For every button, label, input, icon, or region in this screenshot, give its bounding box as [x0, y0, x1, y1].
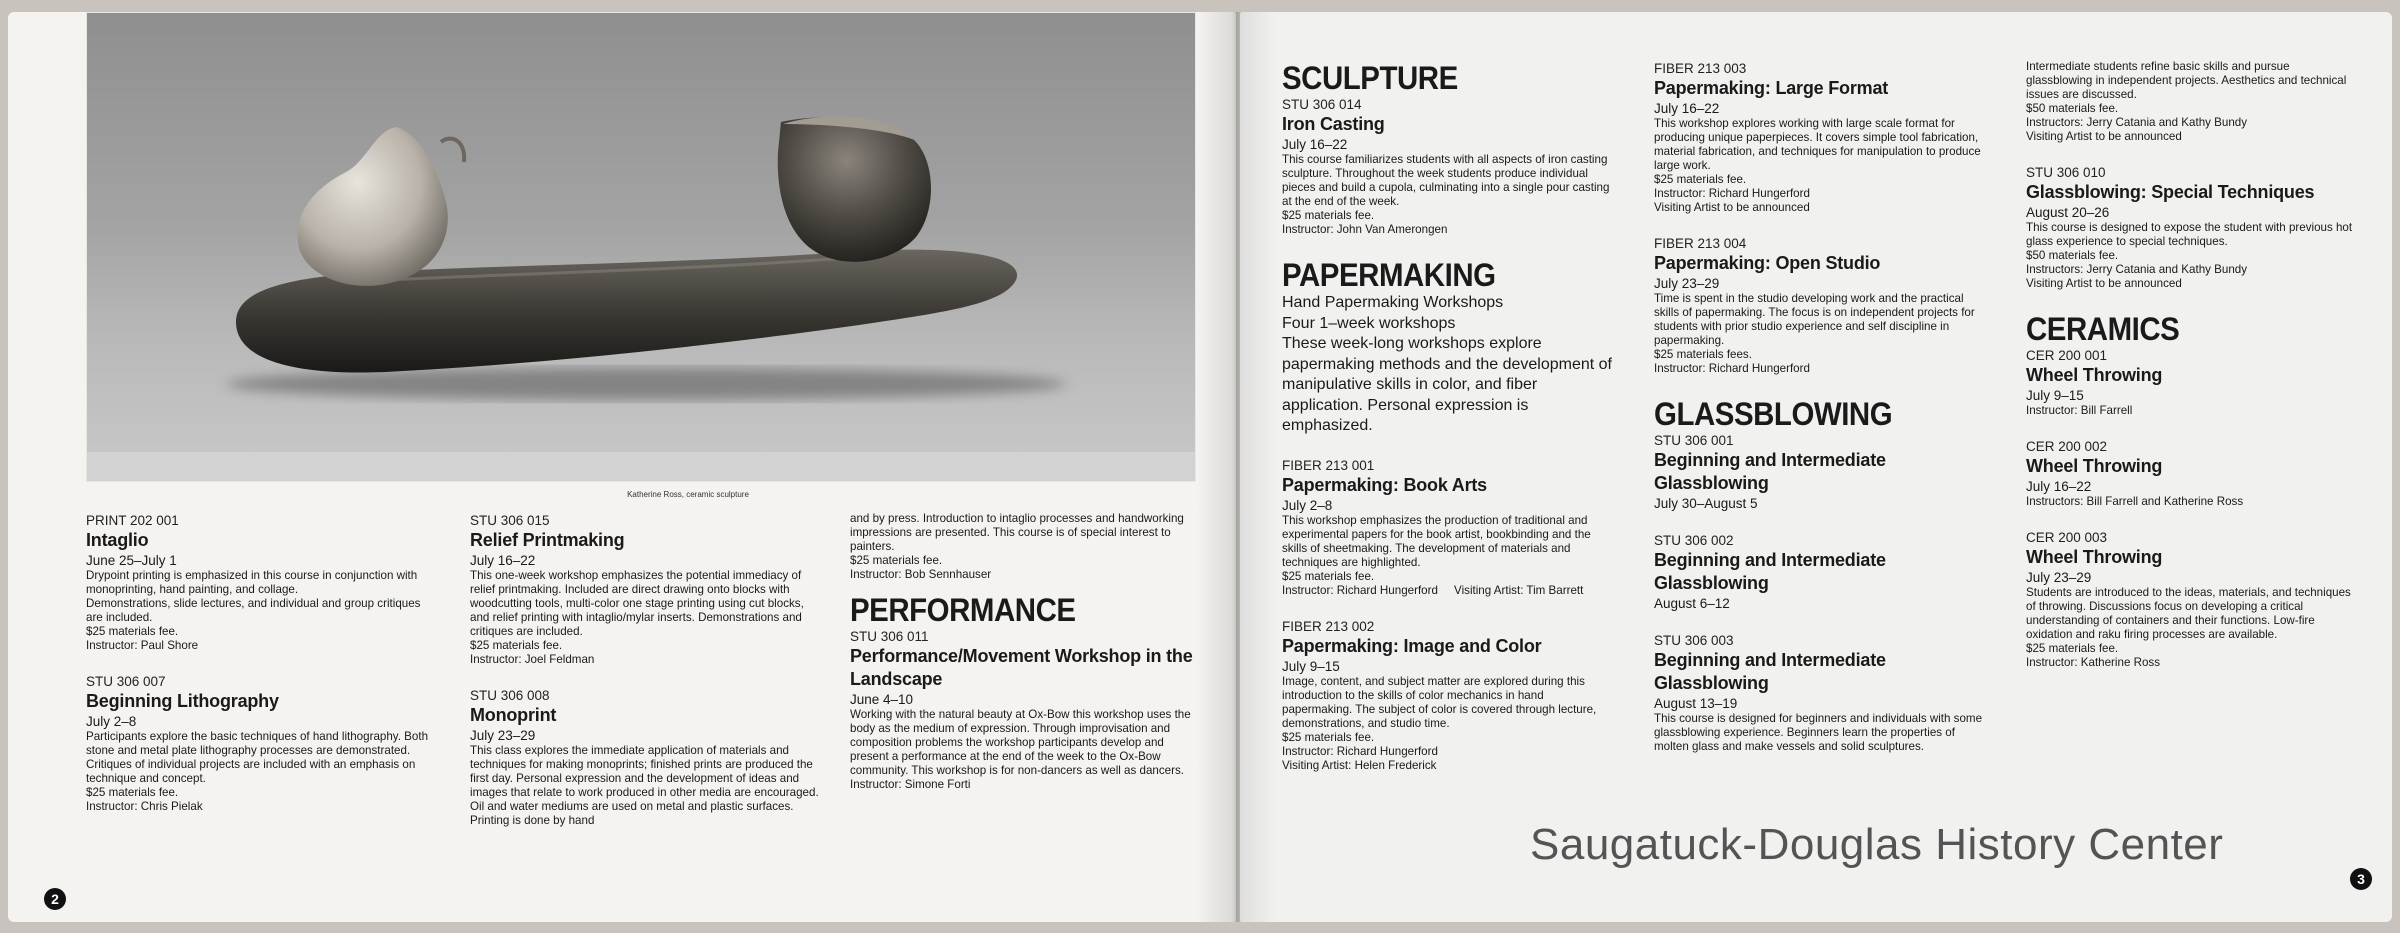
course-instructor: Instructor: Chris Pielak — [86, 800, 203, 813]
course-title: Wheel Throwing — [2026, 547, 2163, 567]
course-fee: $25 materials fee. — [86, 625, 179, 638]
course-code: FIBER 213 003 — [1654, 61, 1747, 76]
course-code: CER 200 003 — [2026, 530, 2108, 545]
course-instructor: Instructor: Richard Hungerford — [1282, 744, 1438, 758]
course-fee: $25 materials fee. — [1282, 209, 1375, 222]
course-code: STU 306 002 — [1654, 533, 1734, 548]
course-description: This class explores the immediate application of materials and techniques for making monoprints; finished prints are produced the first day. Personal expression and the development of ideas and images that relate to work produced in other media are encouraged. Oil and water mediums are used on metal and plastic surfaces. Printing is done by hand — [470, 744, 819, 827]
course-description: Students are introduced to the ideas, materials, and techniques of throwing. Discussions focus on developing a critical understanding of containers and their functions. Low-fire oxidation and raku firing processes are available. — [2026, 586, 2351, 641]
left-column-2 — [470, 512, 820, 848]
course-entry-monoprint — [470, 687, 820, 828]
course-fee: $25 materials fee. — [1282, 569, 1375, 583]
course-fee: $25 materials fee. — [1282, 730, 1375, 744]
course-code: STU 306 001 — [1654, 433, 1734, 448]
course-instructor: Instructors: Bill Farrell and Katherine Ross — [2026, 495, 2244, 508]
course-description: Demonstrations, slide lectures, and individual and group critiques are included. — [86, 597, 421, 624]
course-fee: $25 materials fee. — [2026, 642, 2119, 655]
course-entry-wheel-3 — [2026, 529, 2356, 670]
course-code: STU 306 015 — [470, 513, 550, 528]
course-title: Papermaking: Open Studio — [1654, 253, 1881, 273]
course-description: This course is designed to expose the student with previous hot glass experience to special techniques. — [2026, 221, 2353, 248]
course-code: STU 306 003 — [1654, 633, 1734, 648]
course-title: Papermaking: Image and Color — [1282, 635, 1542, 656]
course-entry-glass-special — [2026, 164, 2356, 291]
course-fee: $25 materials fee. — [850, 554, 943, 567]
course-dates: July 16–22 — [1282, 137, 1348, 152]
ceramic-sculpture-image — [86, 12, 1196, 482]
course-entry-relief — [470, 512, 820, 667]
course-code: STU 306 014 — [1282, 97, 1362, 112]
course-entry-large-format — [1654, 60, 1984, 215]
course-code: CER 200 001 — [2026, 348, 2108, 363]
course-dates: July 23–29 — [1654, 276, 1720, 291]
intro-text: These week-long workshops explore papermaking methods and the development of manipulative skills in color, and fiber application. Personal expression is emphasized. — [1282, 335, 1612, 434]
course-instructor: Instructor: Bill Farrell — [2026, 404, 2133, 417]
section-heading-sculpture: SCULPTURE — [1282, 60, 1458, 96]
course-dates: July 2–8 — [1282, 497, 1333, 513]
course-fee: $25 materials fees. — [1654, 348, 1752, 361]
course-fee: $25 materials fee. — [1654, 173, 1747, 186]
course-title: Beginning and Intermediate Glassblowing — [1654, 450, 1886, 493]
course-entry-lithography — [86, 673, 436, 814]
course-entry-image-color — [1282, 618, 1612, 773]
course-description: and by press. Introduction to intaglio processes and handworking impressions are presented. This course is of special interest to painters. — [850, 512, 1184, 553]
course-dates: July 9–15 — [1282, 658, 1340, 674]
course-instructor: Instructor: Bob Sennhauser — [850, 568, 992, 581]
course-instructor: Instructor: Richard Hungerford Visiting Artist: Tim Barrett — [1282, 583, 1584, 597]
course-code: PRINT 202 001 — [86, 513, 179, 528]
course-fee: $25 materials fee. — [470, 639, 563, 652]
course-code: STU 306 007 — [86, 674, 166, 689]
course-title: Wheel Throwing — [2026, 365, 2163, 385]
course-entry-iron-casting — [1282, 96, 1612, 237]
course-title: Glassblowing: Special Techniques — [2026, 182, 2315, 202]
course-code: FIBER 213 004 — [1654, 236, 1747, 251]
course-code: STU 306 010 — [2026, 165, 2106, 180]
course-description: Working with the natural beauty at Ox-Bow this workshop uses the body as the medium of expression. Through improvisation and composition problems the workshop participants develop and present a performance at the end of the week to the Ox-Bow community. This workshop is for non-dancers as well as dancers. — [850, 708, 1191, 777]
course-description: Intermediate students refine basic skills and pursue glassblowing in independent projects. Aesthetics and technical issues are discussed. — [2026, 60, 2347, 101]
course-dates: July 16–22 — [1654, 101, 1720, 116]
right-column-3 — [2026, 60, 2356, 690]
course-instructor: Instructors: Jerry Catania and Kathy Bundy — [2026, 263, 2248, 276]
course-entry-open-studio — [1654, 235, 1984, 376]
course-fee: $50 materials fee. — [2026, 102, 2119, 115]
course-code: CER 200 002 — [2026, 439, 2108, 454]
page-number-badge: 3 — [2350, 868, 2372, 890]
course-instructor: Instructor: Paul Shore — [86, 639, 199, 652]
course-description: Participants explore the basic techniques of hand lithography. Both stone and metal plate lithography processes are demonstrated. Critiques of individual projects are included with an emphasis on technique and concept. — [86, 730, 429, 785]
section-heading-glassblowing: GLASSBLOWING — [1654, 396, 1893, 432]
course-instructor: Instructor: Katherine Ross — [2026, 656, 2161, 669]
course-entry-book-arts — [1282, 457, 1612, 598]
course-dates: July 23–29 — [470, 728, 536, 743]
course-dates: August 20–26 — [2026, 205, 2110, 220]
course-description: This workshop explores working with large scale format for producing unique paperpieces. It covers simple tool fabrication, material fabrication, and techniques for manipulation to produce large work. — [1654, 117, 1981, 172]
section-heading-ceramics: CERAMICS — [2026, 311, 2180, 347]
course-entry-intaglio — [86, 512, 436, 653]
section-heading-papermaking: PAPERMAKING — [1282, 257, 1496, 293]
watermark-text: Saugatuck-Douglas History Center — [1530, 820, 2224, 869]
glassblowing-continued — [2026, 60, 2356, 144]
course-dates: July 23–29 — [2026, 570, 2092, 585]
course-description: This course is designed for beginners and individuals with some glassblowing experience. Beginners learn the properties of molten glass and make vessels and solid sculptures. — [1654, 712, 1983, 753]
visiting-artist: Visiting Artist to be announced — [2026, 277, 2182, 290]
course-fee: $50 materials fee. — [2026, 249, 2119, 262]
page-number-badge: 2 — [44, 888, 66, 910]
course-code: STU 306 011 — [850, 629, 929, 644]
course-description: Drypoint printing is emphasized in this course in conjunction with monoprinting, hand painting, and collage. — [86, 569, 418, 596]
section-heading-performance: PERFORMANCE — [850, 592, 1076, 628]
photo-caption: Katherine Ross, ceramic sculpture — [627, 490, 749, 499]
course-dates: July 9–15 — [2026, 388, 2084, 403]
course-title: Intaglio — [86, 530, 149, 550]
course-entry-performance — [850, 628, 1195, 792]
course-fee: $25 materials fee. — [86, 786, 179, 799]
course-instructor: Instructor: Richard Hungerford — [1654, 362, 1810, 375]
course-dates: July 16–22 — [2026, 479, 2092, 494]
course-description: Image, content, and subject matter are explored during this introduction to the skills of color mechanics in hand papermaking. The subject of color is covered through lecture, demonstrations, and studio time. — [1282, 674, 1597, 730]
course-entry-wheel-1 — [2026, 347, 2356, 418]
course-title: Papermaking: Book Arts — [1282, 474, 1487, 495]
course-dates: August 13–19 — [1654, 696, 1738, 711]
course-description: This one-week workshop emphasizes the potential immediacy of relief printmaking. Included are direct drawing onto blocks with woodcutting tools, multi-color one stage printing using cut blocks, and relief printing with intaglio/mylar inserts. Demonstrations and critiques are included. — [470, 569, 804, 638]
left-page — [8, 12, 1236, 922]
course-entry-glass-3 — [1654, 632, 1984, 754]
course-code: STU 306 008 — [470, 688, 550, 703]
course-dates: July 2–8 — [86, 714, 137, 729]
right-page — [1240, 12, 2392, 922]
left-column-1 — [86, 512, 436, 834]
course-entry-glass-2 — [1654, 532, 1984, 612]
course-description: This workshop emphasizes the production of traditional and experimental papers for the book artist, bookbinding and the skills of sheetmaking. The development of materials and techniques are highlighted. — [1282, 513, 1591, 569]
intro-line: Four 1–week workshops — [1282, 314, 1456, 332]
course-dates: July 16–22 — [470, 553, 536, 568]
course-code: FIBER 213 002 — [1282, 618, 1375, 634]
course-instructor: Instructor: Joel Feldman — [470, 653, 595, 666]
course-entry-wheel-2 — [2026, 438, 2356, 509]
course-instructor: Instructor: John Van Amerongen — [1282, 223, 1448, 236]
course-dates: July 30–August 5 — [1654, 496, 1758, 511]
course-entry-glass-1 — [1654, 432, 1984, 512]
monoprint-continued — [850, 512, 1195, 582]
course-title: Monoprint — [470, 705, 557, 725]
course-instructor: Instructor: Richard Hungerford — [1654, 187, 1810, 200]
course-title: Beginning and Intermediate Glassblowing — [1654, 650, 1886, 693]
course-instructor: Instructors: Jerry Catania and Kathy Bundy — [2026, 116, 2248, 129]
course-title: Beginning and Intermediate Glassblowing — [1654, 550, 1886, 593]
course-description: Time is spent in the studio developing work and the practical skills of papermaking. The focus is on independent projects for students with prior studio experience and self discipline in papermaking. — [1654, 292, 1975, 347]
course-title: Wheel Throwing — [2026, 456, 2163, 476]
papermaking-intro — [1282, 293, 1612, 437]
course-title: Beginning Lithography — [86, 691, 279, 711]
visiting-artist: Visiting Artist to be announced — [1654, 201, 1810, 214]
left-column-3 — [850, 512, 1195, 812]
course-description: This course familiarizes students with all aspects of iron casting sculpture. Throughout the week students produce individual pieces and build a cupola, culminating into a single pour casting at the end of the week. — [1282, 153, 1610, 208]
visiting-artist: Visiting Artist: Helen Frederick — [1282, 758, 1437, 772]
course-dates: June 4–10 — [850, 692, 914, 707]
course-title: Papermaking: Large Format — [1654, 78, 1889, 98]
course-instructor: Instructor: Simone Forti — [850, 778, 971, 791]
course-title: Performance/Movement Workshop in the Landscape — [850, 646, 1193, 689]
sculpture-photograph — [86, 12, 1196, 482]
course-dates: August 6–12 — [1654, 596, 1730, 611]
right-column-1 — [1282, 60, 1612, 793]
right-column-2 — [1654, 60, 1984, 774]
course-title: Relief Printmaking — [470, 530, 625, 550]
course-code: FIBER 213 001 — [1282, 457, 1375, 473]
course-title: Iron Casting — [1282, 114, 1385, 134]
course-dates: June 25–July 1 — [86, 553, 177, 568]
visiting-artist: Visiting Artist to be announced — [2026, 130, 2182, 143]
intro-line: Hand Papermaking Workshops — [1282, 294, 1504, 311]
